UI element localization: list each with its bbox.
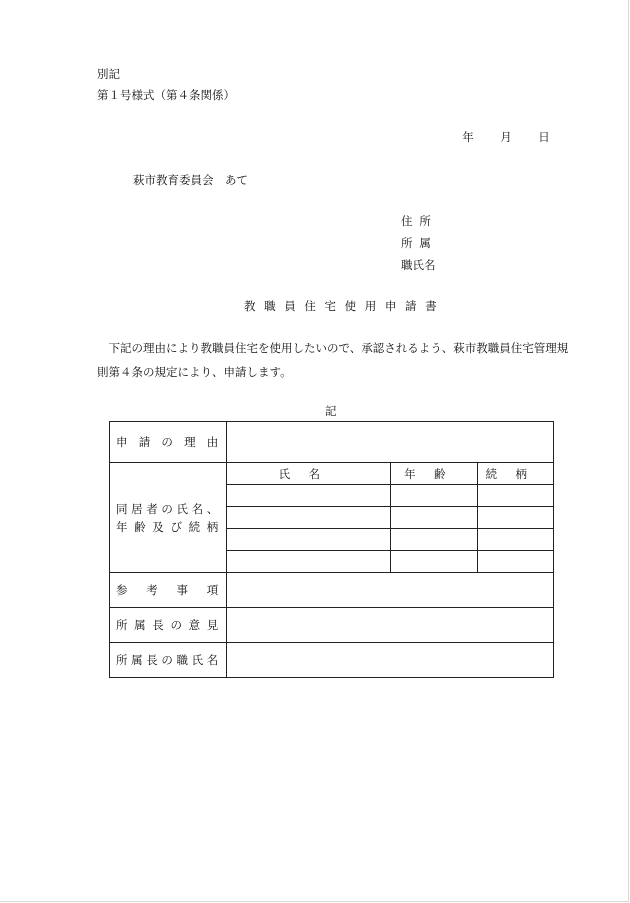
household-age-field[interactable]	[391, 507, 478, 529]
date-year: 年	[462, 130, 474, 144]
reason-label: 申請の理由	[110, 422, 227, 463]
date-day: 日	[538, 130, 550, 144]
household-relation-field[interactable]	[478, 529, 554, 551]
supervisor-name-label: 所属長の職氏名	[110, 643, 227, 678]
addressee: 萩市教育委員会 あて	[133, 173, 248, 187]
date-line	[449, 129, 563, 145]
supervisor-name-field[interactable]	[227, 643, 554, 678]
household-name-field[interactable]	[227, 485, 391, 507]
household-label-line1: 同居者の氏名、	[116, 501, 220, 516]
applicant-address-label	[401, 213, 441, 229]
column-name-header: 氏名	[227, 463, 391, 485]
supervisor-opinion-row	[110, 608, 554, 643]
supervisor-opinion-field[interactable]	[227, 608, 554, 643]
date-month: 月	[500, 130, 512, 144]
column-age-header: 年齢	[391, 463, 478, 485]
household-relation-field[interactable]	[478, 507, 554, 529]
column-relation-header: 続柄	[478, 463, 554, 485]
application-table	[109, 421, 554, 678]
household-name-field[interactable]	[227, 507, 391, 529]
annex-label: 別記	[97, 67, 120, 81]
household-name-field[interactable]	[227, 551, 391, 573]
reason-row	[110, 422, 554, 463]
remarks-row	[110, 573, 554, 608]
supervisor-name-row	[110, 643, 554, 678]
document-title: 教職員住宅使用申請書	[244, 299, 446, 313]
household-age-field[interactable]	[391, 485, 478, 507]
remarks-label: 参考事項	[110, 573, 227, 608]
household-age-field[interactable]	[391, 551, 478, 573]
household-label	[110, 463, 227, 573]
reason-field[interactable]	[227, 422, 554, 463]
form-number: 第１号様式（第４条関係）	[97, 88, 235, 102]
affiliation-label: 所属	[401, 236, 438, 250]
body-text: 下記の理由により教職員住宅を使用したいので、承認されるよう、萩市教職員住宅管理規則第４条の規定により、申請します。	[97, 341, 569, 379]
household-header-row	[110, 463, 554, 485]
supervisor-opinion-label: 所属長の意見	[110, 608, 227, 643]
household-name-field[interactable]	[227, 529, 391, 551]
applicant-affiliation-label	[401, 235, 441, 251]
household-label-line2: 年齢及び続柄	[116, 519, 220, 534]
household-relation-field[interactable]	[478, 551, 554, 573]
address-label: 住所	[401, 214, 438, 228]
remarks-field[interactable]	[227, 573, 554, 608]
applicant-name-label: 職氏名	[401, 258, 436, 272]
household-relation-field[interactable]	[478, 485, 554, 507]
household-age-field[interactable]	[391, 529, 478, 551]
record-heading: 記	[325, 404, 337, 418]
